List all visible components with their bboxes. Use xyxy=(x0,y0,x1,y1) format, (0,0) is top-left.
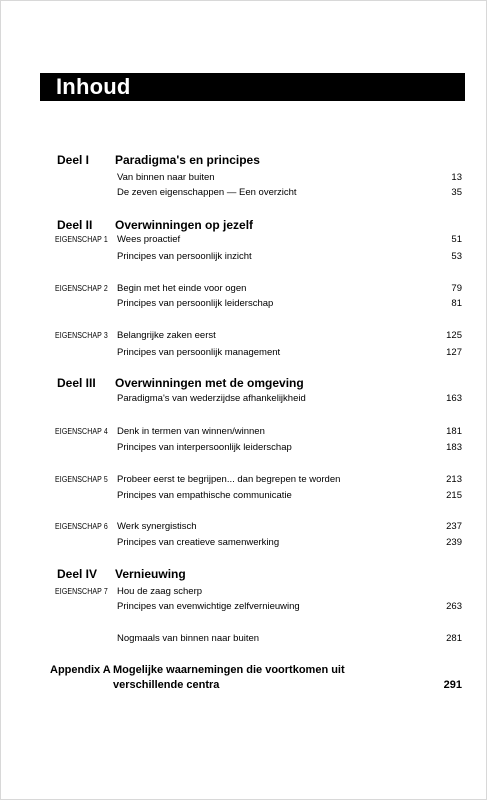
page-number: 213 xyxy=(446,474,462,485)
toc-entry[interactable]: Paradigma's van wederzijdse afhankelijkheid xyxy=(117,393,306,404)
toc-entry[interactable]: Wees proactief xyxy=(117,234,181,245)
toc-entry[interactable]: Principes van interpersoonlijk leiderschap xyxy=(117,442,292,453)
appendix-title-line2[interactable]: verschillende centra xyxy=(113,679,220,691)
part-title: Paradigma's en principes xyxy=(115,153,260,167)
habit-label: EIGENSCHAP 1 xyxy=(55,236,108,245)
appendix-title-line1[interactable]: Mogelijke waarnemingen die voortkomen uit xyxy=(113,664,345,676)
habit-label: EIGENSCHAP 6 xyxy=(55,523,108,532)
toc-entry[interactable]: Hou de zaag scherp xyxy=(117,586,203,597)
page-number: 79 xyxy=(451,283,462,294)
habit-label: EIGENSCHAP 2 xyxy=(55,285,108,294)
part-label: Deel IV xyxy=(57,567,98,581)
page-number: 281 xyxy=(446,633,462,644)
habit-label: EIGENSCHAP 7 xyxy=(55,588,108,597)
toc-entry[interactable]: Principes van persoonlijk management xyxy=(117,347,281,358)
page-number: 13 xyxy=(451,172,462,183)
toc-entry[interactable]: Belangrijke zaken eerst xyxy=(117,330,216,341)
habit-label: EIGENSCHAP 5 xyxy=(55,476,108,485)
page-number: 51 xyxy=(451,234,462,245)
toc-entry[interactable]: Van binnen naar buiten xyxy=(117,172,215,183)
toc-entry[interactable]: Werk synergistisch xyxy=(117,521,197,532)
appendix-label: Appendix A xyxy=(50,664,111,676)
toc-entry[interactable]: Principes van evenwichtige zelfvernieuwing xyxy=(117,601,300,612)
part-title: Overwinningen met de omgeving xyxy=(115,376,304,390)
page-number: 237 xyxy=(446,521,462,532)
toc-entry[interactable]: Probeer eerst te begrijpen... dan begrepen te worden xyxy=(117,474,341,485)
toc-entry[interactable]: Principes van persoonlijk leiderschap xyxy=(117,298,274,309)
part-title: Overwinningen op jezelf xyxy=(115,218,254,232)
part-label: Deel I xyxy=(57,153,90,167)
page-number: 81 xyxy=(451,298,462,309)
toc-entry[interactable]: Principes van persoonlijk inzicht xyxy=(117,251,252,262)
page-number: 53 xyxy=(451,251,462,262)
page-title: Inhoud xyxy=(56,74,131,99)
page-number: 263 xyxy=(446,601,462,612)
page-number: 183 xyxy=(446,442,462,453)
toc-entry[interactable]: Begin met het einde voor ogen xyxy=(117,283,247,294)
toc-entry[interactable]: Principes van empathische communicatie xyxy=(117,490,292,501)
page-number: 215 xyxy=(446,490,462,501)
habit-label: EIGENSCHAP 3 xyxy=(55,332,108,341)
page-number: 163 xyxy=(446,393,462,404)
part-label: Deel III xyxy=(57,376,96,390)
part-label: Deel II xyxy=(57,218,93,232)
page-number: 181 xyxy=(446,426,462,437)
page-number: 127 xyxy=(446,347,462,358)
part-title: Vernieuwing xyxy=(115,567,186,581)
page-number: 239 xyxy=(446,537,462,548)
page-number: 125 xyxy=(446,330,462,341)
page-number: 35 xyxy=(451,187,462,198)
habit-label: EIGENSCHAP 4 xyxy=(55,428,108,437)
title-bar xyxy=(40,73,465,101)
appendix-page-number: 291 xyxy=(443,679,462,691)
toc-entry[interactable]: Principes van creatieve samenwerking xyxy=(117,537,280,548)
toc-entry[interactable]: De zeven eigenschappen — Een overzicht xyxy=(117,187,297,198)
toc-entry[interactable]: Nogmaals van binnen naar buiten xyxy=(117,633,260,644)
toc-entry[interactable]: Denk in termen van winnen/winnen xyxy=(117,426,265,437)
